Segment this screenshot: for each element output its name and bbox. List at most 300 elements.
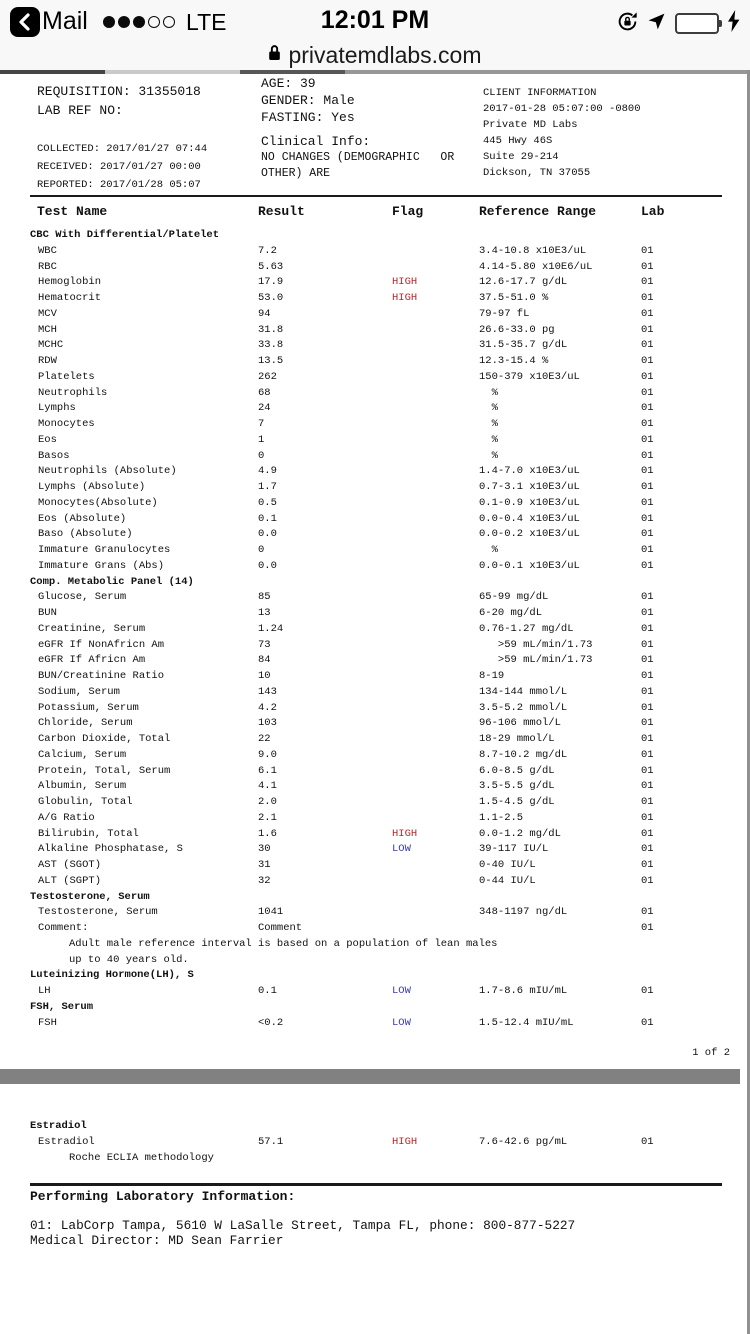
- cell-result: 1.7: [258, 481, 277, 493]
- cell-result: 0.1: [258, 512, 277, 525]
- cell-reference-range: %: [479, 402, 498, 415]
- col-reference-range: Reference Range: [479, 204, 597, 219]
- cell-test-name: Protein, Total, Serum: [38, 764, 171, 777]
- cell-result: 1: [258, 433, 265, 446]
- page-indicator: 1 of 2: [692, 1047, 730, 1059]
- cell-result: 4.2: [258, 701, 277, 714]
- cell-test-name: AST (SGOT): [38, 859, 102, 871]
- cell-lab: 01: [641, 733, 654, 745]
- cell-result: 5.63: [258, 260, 284, 273]
- cell-reference-range: 6-20 mg/dL: [479, 607, 543, 619]
- cell-reference-range: 6.0-8.5 g/dL: [479, 764, 555, 777]
- cell-flag: [392, 590, 479, 606]
- cell-result: 30: [258, 843, 271, 856]
- cell-test-name: eGFR If Africn Am: [38, 654, 146, 667]
- cell-test-name: Comment:: [38, 922, 89, 934]
- cell-flag: HIGH: [392, 827, 418, 840]
- cell-result: 68: [258, 386, 271, 399]
- cell-flag: [392, 795, 479, 811]
- comment-line: up to 40 years old.: [69, 953, 189, 966]
- cell-reference-range: 0.7-3.1 x10E3/uL: [479, 481, 580, 493]
- page-break-bar: [0, 1069, 740, 1084]
- cell-reference-range: 26.6-33.0 pg: [479, 323, 555, 336]
- cell-result: 2.1: [258, 811, 277, 824]
- cell-reference-range: 1.5-12.4 mIU/mL: [479, 1016, 574, 1029]
- cell-flag: HIGH: [392, 1135, 418, 1148]
- table-row: [0, 653, 747, 669]
- cell-test-name: Creatinine, Serum: [38, 622, 146, 635]
- client-info-line: Private MD Labs: [483, 119, 578, 131]
- table-row: [0, 480, 747, 496]
- patient-age: AGE: 39: [261, 76, 316, 91]
- cell-flag: [392, 433, 479, 449]
- cell-result: 103: [258, 717, 277, 730]
- cell-lab: 01: [641, 796, 654, 808]
- comment-line: Adult male reference interval is based on a population of lean males: [69, 937, 498, 950]
- cell-reference-range: 18-29 mmol/L: [479, 733, 555, 745]
- table-row: [0, 260, 747, 276]
- cell-flag: [392, 732, 479, 748]
- col-test-name: Test Name: [37, 204, 108, 219]
- cell-reference-range: 150-379 x10E3/uL: [479, 370, 580, 383]
- table-row: [0, 685, 747, 701]
- cell-lab: 01: [641, 244, 654, 257]
- cell-test-name: BUN: [38, 607, 57, 619]
- cell-result: 94: [258, 307, 271, 320]
- table-row: [0, 905, 747, 921]
- cell-reference-range: 65-99 mg/dL: [479, 591, 549, 604]
- cell-test-name: MCHC: [38, 339, 64, 352]
- cell-result: 0: [258, 544, 265, 556]
- cell-flag: [392, 606, 479, 622]
- table-row: [0, 701, 747, 717]
- cell-result: 33.8: [258, 339, 284, 352]
- cell-test-name: Sodium, Serum: [38, 685, 120, 698]
- table-row: [0, 449, 747, 465]
- table-row: [0, 622, 747, 638]
- client-info-title: CLIENT INFORMATION: [483, 87, 597, 99]
- comment-line: Roche ECLIA methodology: [69, 1151, 214, 1164]
- cell-lab: 01: [641, 859, 654, 871]
- cell-result: 0.1: [258, 985, 277, 997]
- cell-result: 1.6: [258, 827, 277, 840]
- table-row: [0, 401, 747, 417]
- cell-test-name: ALT (SGPT): [38, 874, 102, 887]
- battery-level: [678, 16, 708, 31]
- cell-lab: 01: [641, 323, 654, 336]
- table-row: [0, 874, 747, 890]
- cell-lab: 01: [641, 638, 654, 651]
- cell-result: 13: [258, 607, 271, 619]
- cell-reference-range: 3.5-5.5 g/dL: [479, 780, 555, 793]
- cell-flag: [392, 323, 479, 339]
- footer-divider: [30, 1183, 722, 1186]
- https-lock-icon: [268, 44, 281, 66]
- cell-reference-range: 0.0-0.1 x10E3/uL: [479, 559, 580, 572]
- cell-lab: 01: [641, 811, 654, 824]
- cell-test-name: Chloride, Serum: [38, 717, 133, 730]
- cell-lab: 01: [641, 292, 654, 304]
- cell-test-name: Estradiol: [38, 1135, 95, 1148]
- col-result: Result: [258, 204, 305, 219]
- table-row: [0, 764, 747, 780]
- cell-reference-range: 134-144 mmol/L: [479, 685, 568, 698]
- cell-flag: [392, 496, 479, 512]
- cell-result: 31: [258, 859, 271, 871]
- clinical-info-line: NO CHANGES (DEMOGRAPHIC OR: [261, 151, 455, 164]
- cell-reference-range: 8-19: [479, 670, 505, 682]
- battery-icon: [675, 13, 719, 34]
- table-row: [0, 370, 747, 386]
- table-row: [0, 527, 747, 543]
- cell-flag: [392, 244, 479, 260]
- cell-flag: [392, 260, 479, 276]
- cell-reference-range: 37.5-51.0 %: [479, 292, 549, 304]
- received-date: RECEIVED: 2017/01/27 00:00: [37, 161, 201, 173]
- cell-result: <0.2: [258, 1016, 284, 1029]
- performing-lab-line: Medical Director: MD Sean Farrier: [30, 1233, 284, 1248]
- cell-lab: 01: [641, 544, 654, 556]
- table-row: [0, 1135, 747, 1151]
- table-row: [0, 921, 747, 937]
- cell-test-name: Neutrophils (Absolute): [38, 465, 177, 478]
- cell-flag: [392, 354, 479, 370]
- cell-reference-range: >59 mL/min/1.73: [479, 638, 593, 651]
- cell-flag: [392, 480, 479, 496]
- table-row: [0, 811, 747, 827]
- results-table-page1: [0, 228, 747, 1031]
- patient-gender: GENDER: Male: [261, 93, 355, 108]
- cell-reference-range: 0.0-0.4 x10E3/uL: [479, 512, 580, 525]
- cell-reference-range: %: [479, 544, 498, 556]
- cell-reference-range: 1.7-8.6 mIU/mL: [479, 985, 568, 997]
- patient-block: [261, 75, 454, 182]
- cell-lab: 01: [641, 843, 654, 856]
- client-info-line: 2017-01-28 05:07:00 -0800: [483, 103, 641, 115]
- table-row: [0, 543, 747, 559]
- cell-reference-range: 0.76-1.27 mg/dL: [479, 622, 574, 635]
- lab-report-document: [0, 74, 747, 1334]
- cell-lab: 01: [641, 780, 654, 793]
- cell-flag: [392, 653, 479, 669]
- cell-flag: [392, 401, 479, 417]
- table-row: [0, 590, 747, 606]
- cell-test-name: Potassium, Serum: [38, 701, 139, 714]
- cell-test-name: RBC: [38, 260, 57, 273]
- cell-lab: 01: [641, 465, 654, 478]
- cell-flag: [392, 701, 479, 717]
- cell-result: 57.1: [258, 1135, 284, 1148]
- cell-flag: [392, 338, 479, 354]
- cell-lab: 01: [641, 1135, 654, 1148]
- client-info-block: [483, 85, 641, 181]
- table-row: [0, 496, 747, 512]
- performing-lab-line: 01: LabCorp Tampa, 5610 W LaSalle Street, Tampa FL, phone: 800-877-5227: [30, 1218, 576, 1233]
- cell-reference-range: 3.4-10.8 x10E3/uL: [479, 244, 587, 257]
- client-info-line: 445 Hwy 46S: [483, 135, 553, 147]
- cell-result: 7: [258, 418, 265, 430]
- cell-result: 0: [258, 449, 265, 462]
- cell-result: 0.0: [258, 528, 277, 541]
- patient-fasting: FASTING: Yes: [261, 110, 355, 125]
- table-row: [0, 716, 747, 732]
- table-row: [0, 827, 747, 843]
- table-row: [0, 748, 747, 764]
- cell-lab: 01: [641, 654, 654, 667]
- cell-flag: [392, 669, 479, 685]
- cell-reference-range: 39-117 IU/L: [479, 843, 549, 856]
- cell-reference-range: 3.5-5.2 mmol/L: [479, 701, 568, 714]
- cell-test-name: Glucose, Serum: [38, 591, 127, 604]
- rotation-lock-icon: [617, 11, 638, 37]
- cell-lab: 01: [641, 418, 654, 430]
- cell-test-name: Eos: [38, 433, 57, 446]
- location-services-icon: [647, 12, 666, 36]
- cell-lab: 01: [641, 370, 654, 383]
- cell-lab: 01: [641, 481, 654, 493]
- cell-reference-range: %: [479, 386, 498, 399]
- cell-result: 84: [258, 654, 271, 667]
- cell-test-name: Lymphs: [38, 402, 76, 415]
- cell-lab: 01: [641, 670, 654, 682]
- cell-test-name: Testosterone, Serum: [38, 906, 158, 919]
- cell-reference-range: [479, 921, 641, 937]
- cell-reference-range: 4.14-5.80 x10E6/uL: [479, 260, 593, 273]
- cell-lab: 01: [641, 449, 654, 462]
- header-divider: [30, 195, 722, 197]
- table-row: [0, 275, 747, 291]
- table-row: [0, 244, 747, 260]
- cell-result: 53.0: [258, 292, 284, 304]
- cell-result: 85: [258, 591, 271, 604]
- table-row: [0, 559, 747, 575]
- cell-result: 31.8: [258, 323, 284, 336]
- table-row: [0, 779, 747, 795]
- cell-test-name: A/G Ratio: [38, 811, 95, 824]
- cell-reference-range: %: [479, 433, 498, 446]
- requisition-block: [37, 82, 207, 194]
- cell-reference-range: %: [479, 449, 498, 462]
- cell-test-name: Bilirubin, Total: [38, 827, 139, 840]
- cell-lab: 01: [641, 276, 654, 289]
- client-info-lines: [483, 101, 641, 181]
- cell-lab: 01: [641, 528, 654, 541]
- table-row: [0, 291, 747, 307]
- section-header: Luteinizing Hormone(LH), S: [30, 969, 194, 982]
- cell-reference-range: 31.5-35.7 g/dL: [479, 339, 568, 352]
- cell-result: 4.1: [258, 780, 277, 793]
- section-header: Testosterone, Serum: [30, 890, 150, 903]
- reported-date: REPORTED: 2017/01/28 05:07: [37, 179, 201, 191]
- cell-reference-range: 7.6-42.6 pg/mL: [479, 1135, 568, 1148]
- client-info-line: Suite 29-214: [483, 151, 559, 163]
- cell-flag: [392, 748, 479, 764]
- cell-reference-range: >59 mL/min/1.73: [479, 654, 593, 667]
- section-header: CBC With Differential/Platelet: [30, 229, 220, 241]
- cell-reference-range: 0-44 IU/L: [479, 874, 536, 887]
- table-row: [0, 433, 747, 449]
- table-header: [0, 204, 750, 219]
- cell-flag: [392, 370, 479, 386]
- cell-lab: 01: [641, 874, 654, 887]
- cell-test-name: Platelets: [38, 370, 95, 383]
- cell-reference-range: 348-1197 ng/dL: [479, 906, 568, 919]
- table-row: [0, 984, 747, 1000]
- table-row: [0, 464, 747, 480]
- cell-test-name: Immature Grans (Abs): [38, 559, 165, 572]
- table-row: [0, 338, 747, 354]
- cell-test-name: Basos: [38, 449, 70, 462]
- cell-flag: LOW: [392, 985, 411, 997]
- cell-test-name: Monocytes: [38, 418, 95, 430]
- cell-reference-range: 0.1-0.9 x10E3/uL: [479, 496, 580, 509]
- cell-test-name: Hematocrit: [38, 292, 102, 304]
- cell-reference-range: 0.0-1.2 mg/dL: [479, 827, 561, 840]
- cell-flag: LOW: [392, 1016, 411, 1029]
- cell-test-name: Neutrophils: [38, 386, 108, 399]
- cell-lab: 01: [641, 622, 654, 635]
- cell-lab: 01: [641, 827, 654, 840]
- cell-flag: HIGH: [392, 276, 418, 289]
- browser-chrome: [0, 0, 750, 70]
- cell-test-name: Baso (Absolute): [38, 528, 133, 541]
- cell-test-name: FSH: [38, 1016, 57, 1029]
- network-type-label: LTE: [186, 9, 227, 35]
- cell-flag: [392, 464, 479, 480]
- cell-lab: 01: [641, 512, 654, 525]
- table-row: [0, 307, 747, 323]
- cell-lab: 01: [641, 591, 654, 604]
- table-row: [0, 842, 747, 858]
- table-row: [0, 512, 747, 528]
- col-lab: Lab: [641, 204, 665, 219]
- cell-lab: 01: [641, 355, 654, 367]
- table-row: [0, 1016, 747, 1032]
- back-app-label[interactable]: Mail: [42, 7, 88, 35]
- charging-bolt-icon: [728, 10, 740, 37]
- cell-lab: 01: [641, 685, 654, 698]
- cell-flag: [392, 921, 479, 937]
- cell-lab: 01: [641, 717, 654, 730]
- table-row: [0, 354, 747, 370]
- cell-result: 10: [258, 670, 271, 682]
- cell-reference-range: 12.3-15.4 %: [479, 355, 549, 367]
- cell-flag: [392, 449, 479, 465]
- requisition-number: REQUISITION: 31355018: [37, 84, 201, 99]
- table-row: [0, 323, 747, 339]
- cell-test-name: Alkaline Phosphatase, S: [38, 843, 183, 856]
- cell-flag: LOW: [392, 843, 411, 856]
- cell-test-name: LH: [38, 985, 51, 997]
- address-bar[interactable]: [0, 40, 750, 70]
- cell-result: 13.5: [258, 355, 284, 367]
- section-header: Estradiol: [30, 1120, 87, 1132]
- cell-reference-range: 8.7-10.2 mg/dL: [479, 748, 568, 761]
- cell-reference-range: 96-106 mmol/L: [479, 717, 561, 730]
- cell-flag: [392, 779, 479, 795]
- cell-reference-range: 1.5-4.5 g/dL: [479, 796, 555, 808]
- cell-flag: [392, 622, 479, 638]
- cell-test-name: Lymphs (Absolute): [38, 481, 146, 493]
- cell-flag: [392, 685, 479, 701]
- cell-flag: HIGH: [392, 292, 418, 304]
- cell-test-name: BUN/Creatinine Ratio: [38, 670, 165, 682]
- cell-result: Comment: [258, 922, 303, 934]
- cell-flag: [392, 764, 479, 780]
- cell-flag: [392, 543, 479, 559]
- cell-reference-range: 79-97 fL: [479, 307, 530, 320]
- cell-test-name: Albumin, Serum: [38, 780, 127, 793]
- cell-lab: 01: [641, 386, 654, 399]
- cell-flag: [392, 905, 479, 921]
- cell-flag: [392, 874, 479, 890]
- cell-lab: 01: [641, 607, 654, 619]
- lab-ref-no: LAB REF NO:: [37, 103, 123, 118]
- cell-lab: 01: [641, 307, 654, 320]
- client-info-line: Dickson, TN 37055: [483, 167, 591, 179]
- cell-reference-range: 0-40 IU/L: [479, 859, 536, 871]
- col-flag: Flag: [392, 204, 424, 219]
- cell-flag: [392, 512, 479, 528]
- cell-lab: 01: [641, 260, 654, 273]
- table-row: [0, 606, 747, 622]
- cell-result: 17.9: [258, 276, 284, 289]
- cell-result: 0.0: [258, 559, 277, 572]
- cell-flag: [392, 559, 479, 575]
- cell-result: 143: [258, 685, 277, 698]
- cell-test-name: Globulin, Total: [38, 796, 133, 808]
- cell-flag: [392, 527, 479, 543]
- cell-result: 73: [258, 638, 271, 651]
- cell-test-name: eGFR If NonAfricn Am: [38, 638, 165, 651]
- cell-result: 7.2: [258, 244, 277, 257]
- clinical-info-line: OTHER) ARE: [261, 167, 331, 180]
- cell-lab: 01: [641, 1016, 654, 1029]
- cell-lab: 01: [641, 764, 654, 777]
- section-header: Comp. Metabolic Panel (14): [30, 575, 194, 588]
- collected-date: COLLECTED: 2017/01/27 07:44: [37, 143, 208, 155]
- cell-test-name: MCV: [38, 307, 57, 320]
- cell-reference-range: %: [479, 418, 498, 430]
- cell-result: 0.5: [258, 496, 277, 509]
- performing-lab-details: [30, 1218, 575, 1248]
- table-row: [0, 858, 747, 874]
- cell-flag: [392, 811, 479, 827]
- cell-test-name: Hemoglobin: [38, 276, 102, 289]
- cell-lab: 01: [641, 701, 654, 714]
- cell-test-name: Carbon Dioxide, Total: [38, 733, 171, 745]
- cell-result: 22: [258, 733, 271, 745]
- clinical-info-label: Clinical Info:: [261, 134, 371, 149]
- clock-label: 12:01 PM: [320, 6, 430, 34]
- results-table-page2: [0, 1119, 747, 1166]
- table-row: [0, 638, 747, 654]
- cell-result: 1.24: [258, 622, 284, 635]
- cell-lab: 01: [641, 559, 654, 572]
- cell-result: 32: [258, 874, 271, 887]
- cell-test-name: WBC: [38, 244, 57, 257]
- cell-lab: 01: [641, 496, 654, 509]
- cell-test-name: Immature Granulocytes: [38, 544, 171, 556]
- cell-result: 4.9: [258, 465, 277, 478]
- cell-test-name: Calcium, Serum: [38, 748, 127, 761]
- cell-result: 2.0: [258, 796, 277, 808]
- cell-result: 262: [258, 370, 277, 383]
- cell-lab: 01: [641, 985, 654, 997]
- cell-test-name: Monocytes(Absolute): [38, 496, 158, 509]
- status-bar: [0, 0, 750, 40]
- cell-test-name: MCH: [38, 323, 57, 336]
